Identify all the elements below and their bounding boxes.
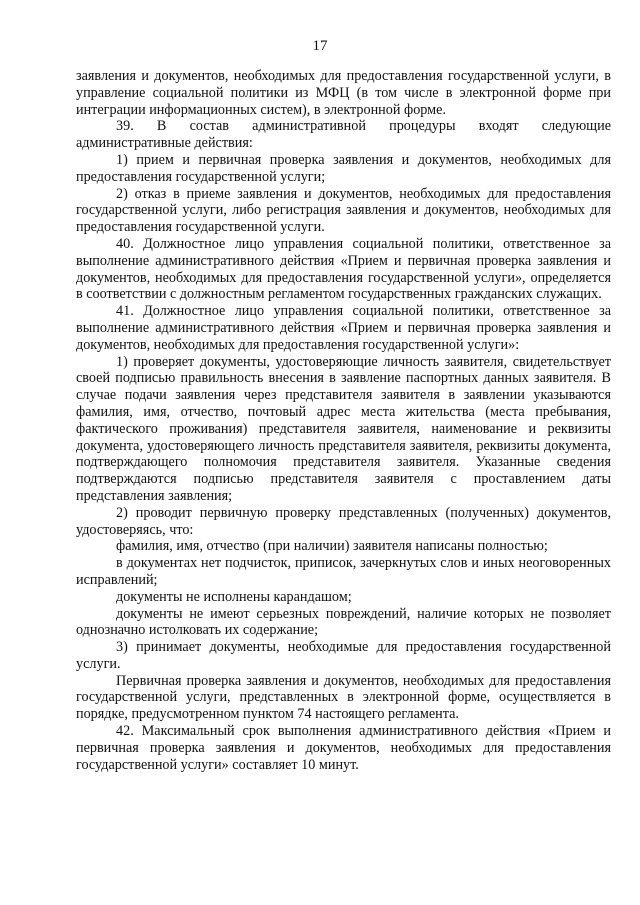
paragraph-39-item-2: 2) отказ в приеме заявления и документов, необходимых для предоставления государственной услуги, либо регистрация заявления и документов, необходимых для предоставления государственной услуги.	[76, 185, 611, 236]
check-no-pencil: документы не исполнены карандашом;	[116, 588, 352, 605]
document-body	[76, 68, 611, 773]
paragraph-electronic-check: Первичная проверка заявления и документов, необходимых для предоставления государственной услуги, представленных в электронной форме, осуществляется в порядке, предусмотренном пунктом 74 настоящего регламента.	[76, 672, 611, 723]
check-no-damage: документы не имеют серьезных повреждений, наличие которых не позволяет однозначно истолковать их содержание;	[76, 605, 611, 639]
paragraph-39: 39. В состав административной процедуры входят следующие административные действия:	[76, 118, 611, 152]
paragraph-continuation: заявления и документов, необходимых для предоставления государственной услуги, в управление социальной политики из МФЦ (в том числе в электронной форме при интеграции информационных систем), в электронной форме.	[76, 68, 611, 118]
paragraph-41: 41. Должностное лицо управления социальной политики, ответственное за выполнение административного действия «Прием и первичная проверка заявления и документов, необходимых для предоставления государственной услуги»:	[76, 303, 611, 353]
paragraph-41-item-2: 2) проводит первичную проверку представленных (полученных) документов, удостоверяясь, что:	[76, 504, 611, 538]
page-number: 17	[312, 38, 328, 54]
check-no-erasures: в документах нет подчисток, приписок, зачеркнутых слов и иных неоговоренных исправлений;	[76, 555, 611, 588]
paragraph-42: 42. Максимальный срок выполнения административного действия «Прием и первичная проверка заявления и документов, необходимых для предоставления государственной услуги» составляет 10 минут.	[76, 723, 611, 773]
check-full-name: фамилия, имя, отчество (при наличии) заявителя написаны полностью;	[116, 538, 548, 555]
paragraph-41-item-3: 3) принимает документы, необходимые для предоставления государственной услуги.	[76, 639, 611, 672]
paragraph-39-item-1: 1) прием и первичная проверка заявления и документов, необходимых для предоставления государственной услуги;	[76, 151, 611, 185]
paragraph-40: 40. Должностное лицо управления социальной политики, ответственное за выполнение административного действия «Прием и первичная проверка заявления и документов, необходимых для предоставления государственной услуги», определяется в соответствии с должностным регламентом государственных гражданских служащих.	[76, 235, 611, 303]
paragraph-41-item-1: 1) проверяет документы, удостоверяющие личность заявителя, свидетельствует своей подписью правильность внесения в заявление паспортных данных заявителя. В случае подачи заявления через представителя заявителя в заявлении указываются фамилия, имя, отчество, почтовый адрес места жительства (места пребывания, фактического проживания) представителя заявителя, наименование и реквизиты документа, удостоверяющего личность представителя заявителя, реквизиты документа, подтверждающего полномочия представителя заявителя. Указанные сведения подтверждаются подписью представителя заявителя с проставлением даты представления заявления;	[76, 353, 611, 504]
